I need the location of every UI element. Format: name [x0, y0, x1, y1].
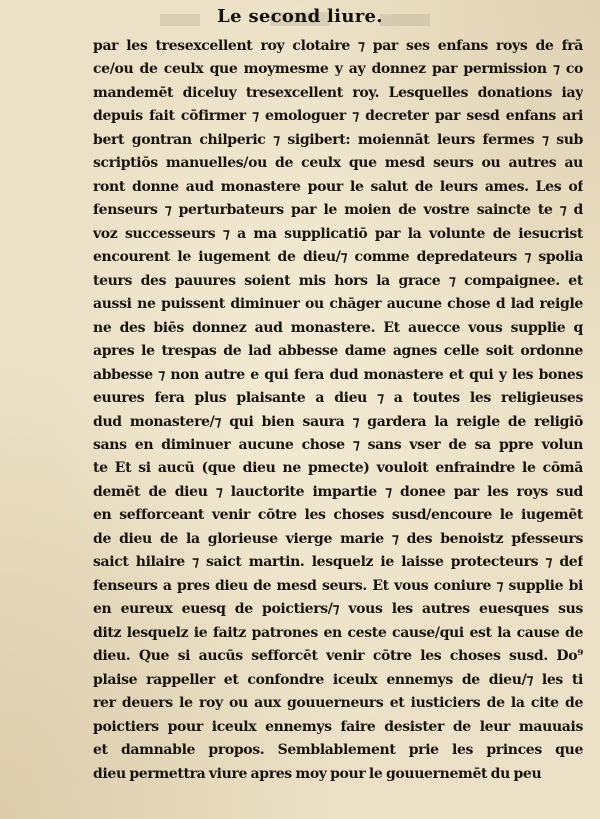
- text-line: encourent le iugement de dieu/⁊ comme depredateurs ⁊ spolia: [93, 249, 583, 266]
- text-line: fenseurs ⁊ perturbateurs par le moien de vostre saincte te ⁊ d: [93, 202, 583, 219]
- text-line: saict hilaire ⁊ saict martin. lesquelz ie laisse protecteurs ⁊ def: [93, 554, 583, 571]
- text-line: rer deuers le roy ou aux gouuerneurs et iusticiers de la cite de: [93, 695, 583, 712]
- text-line: en eureux euesq de poictiers/⁊ vous les autres euesques sus: [93, 601, 583, 618]
- text-line: dieu permettra viure apres moy pour le gouuernemēt du peu: [93, 765, 542, 782]
- text-line: apres le trespas de lad abbesse dame agnes celle soit ordonne: [93, 343, 583, 360]
- text-line: aussi ne puissent diminuer ou chāger aucune chose d lad reigle: [93, 296, 583, 313]
- text-line: en sefforceant venir cōtre les choses susd/encoure le iugemēt: [93, 507, 583, 524]
- text-line: plaise rappeller et confondre iceulx ennemys de dieu/⁊ les ti: [93, 671, 583, 688]
- text-line: par les tresexcellent roy clotaire ⁊ par ses enfans roys de frā: [93, 38, 583, 54]
- body-text: [93, 35, 583, 815]
- text-line: ront donne aud monastere pour le salut de leurs ames. Les of: [93, 178, 583, 195]
- text-line: sans en diminuer aucune chose ⁊ sans vser de sa ppre volun: [93, 436, 583, 453]
- text-line: voz successeurs ⁊ a ma supplicatiō par la volunte de iesucrist: [93, 225, 583, 242]
- text-line: dieu. Que si aucūs sefforcēt venir cōtre les choses susd. Do⁹: [93, 648, 583, 665]
- text-line: te Et si aucū (que dieu ne pmecte) vouloit enfraindre le cōmā: [93, 460, 583, 477]
- text-line: euures fera plus plaisante a dieu ⁊ a toutes les religieuses: [93, 390, 583, 407]
- text-line: abbesse ⁊ non autre e qui fera dud monastere et qui y les bones: [93, 366, 583, 383]
- text-line: teurs des pauures soient mis hors la grace ⁊ compaignee. et: [93, 272, 583, 289]
- text-line: fenseurs a pres dieu de mesd seurs. Et vous coniure ⁊ supplie bi: [93, 577, 583, 594]
- text-line: bert gontran chilperic ⁊ sigibert: moiennāt leurs fermes ⁊ sub: [93, 131, 583, 148]
- text-line: ne des biēs donnez aud monastere. Et auecce vous supplie q: [93, 319, 583, 336]
- text-line: et damnable propos. Semblablement prie les princes que: [93, 742, 583, 759]
- text-line: dud monastere/⁊ qui bien saura ⁊ gardera la reigle de religiō: [93, 413, 583, 430]
- text-line: demēt de dieu ⁊ lauctorite impartie ⁊ donee par les roys sud: [93, 483, 583, 500]
- text-line: ditz lesquelz ie faitz patrones en ceste cause/qui est la cause de: [93, 624, 583, 641]
- text-line: depuis fait cōfirmer ⁊ emologuer ⁊ decreter par sesd enfans ari: [93, 108, 583, 125]
- running-head: Le second liure.: [217, 6, 383, 27]
- text-line: de dieu de la glorieuse vierge marie ⁊ des benoistz pfesseurs: [93, 530, 583, 547]
- text-line: ce/ou de ceulx que moymesme y ay donnez par permission ⁊ co: [93, 61, 583, 78]
- text-line: scriptiōs manuelles/ou de ceulx que mesd seurs ou autres au: [93, 155, 583, 172]
- text-line: mandemēt diceluy tresexcellent roy. Lesquelles donations iay: [93, 84, 583, 101]
- text-line: poictiers pour iceulx ennemys faire desister de leur mauuais: [93, 718, 583, 735]
